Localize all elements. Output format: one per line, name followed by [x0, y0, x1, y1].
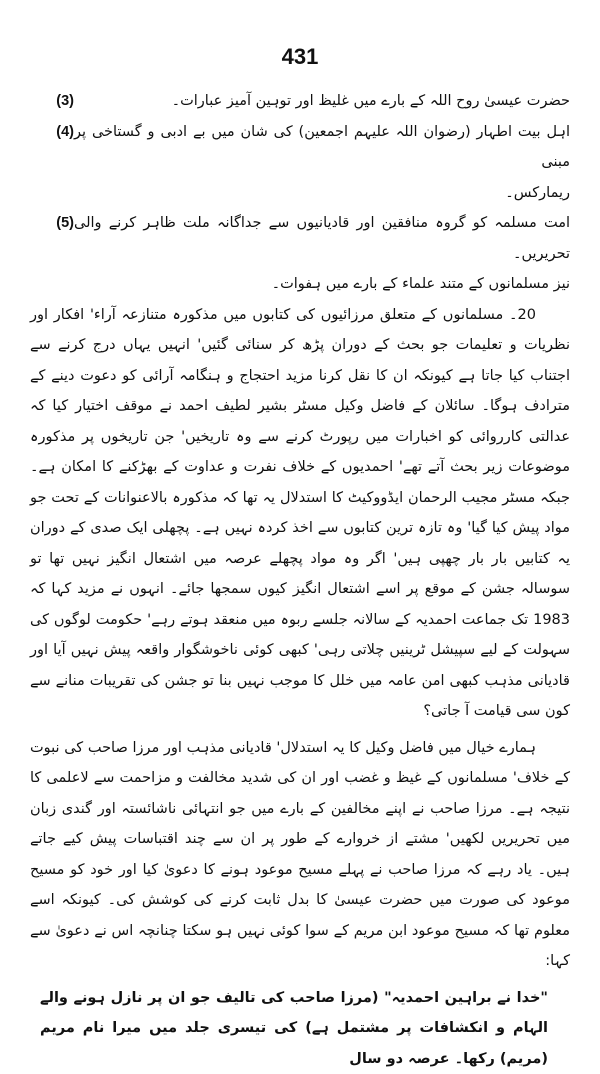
paragraph: 20۔ مسلمانوں کے متعلق مرزائیوں کی کتابوں میں مذکورہ متنازعہ آراء' افکار اور نظریات و تعلیمات جو بحث کے دوران پڑھ کر سنائی گئیں' انہیں یہاں درج کرنے سے اجتناب کیا جاتا ہے کیونکہ ان کا نقل کرنا مزید احتجاج و ہنگامہ آرائی کو دعوت دینے کے مترادف ہوگا۔ سائلان کے فاضل وکیل مسٹر بشیر لطیف احمد نے موقف اختیار کیا کہ عدالتی کارروائی کو اخبارات میں رپورٹ کرنے سے وہ تاریخیں' جن تاریخوں پر مذکورہ موضوعات زیر بحث آتے تھے' احمدیوں کے خلاف نفرت و عداوت کے بھڑکنے کا امکان ہے۔ جبکہ مسٹر مجیب الرحمان ایڈووکیٹ کا استدلال یہ تھا کہ مذکورہ بالاعنوانات کے تحت جو مواد پیش کیا گیا' وہ تازہ ترین کتابوں سے اخذ کردہ نہیں ہے۔ پچھلی ایک صدی کے دوران یہ کتابیں بار بار چھپی ہیں' اگر وہ مواد پچھلے عرصہ میں اشتعال انگیز نہیں تھا تو سوسالہ جشن کے موقع پر اسے اشتعال انگیز کیوں سمجھا جائے۔ انہوں نے مزید کہا کہ 1983 تک جماعت احمدیہ کے سالانہ جلسے ربوہ میں منعقد ہوتے رہے' حکومت لوگوں کی سہولت کے لیے سپیشل ٹرینیں چلاتی رہی' کبھی کوئی ناخوشگوار واقعہ پیش نہیں آیا اور قادیانی مذہب کبھی امن عامہ میں خلل کا موجب نہیں بنا تو جشن کی تقریبات منانے سے کون سی قیامت آ جاتی؟	[30, 300, 570, 727]
list-item-number: (3)	[30, 86, 74, 117]
page-number: 431	[0, 44, 600, 70]
list-item-number: (5)	[30, 208, 74, 239]
list-item-text	[74, 208, 570, 300]
list-item-number: (4)	[30, 117, 74, 148]
block-quote: "خدا نے براہین احمدیہ" (مرزا صاحب کی تالیف جو ان پر نازل ہونے والے الہام و انکشافات پر مشتمل ہے) کی تیسری جلد میں میرا نام مریم (مریم) رکھا۔ عرصہ دو سال	[40, 983, 548, 1074]
list-item	[30, 117, 570, 209]
list-item-line: ریمارکس۔	[74, 178, 570, 209]
list-item-line: امت مسلمہ کو گروہ منافقین اور قادیانیوں سے جداگانہ ملت ظاہر کرنے والی تحریریں۔	[74, 208, 570, 269]
list-item-line: نیز مسلمانوں کے متند علماء کے بارے میں ہفوات۔	[74, 269, 570, 300]
list-item-text	[74, 117, 570, 209]
list-item	[30, 208, 570, 300]
list-item-line: اہل بیت اطہار (رضوان اللہ علیہم اجمعین) کی شان میں بے ادبی و گستاخی پر مبنی	[74, 117, 570, 178]
list-item-text	[74, 86, 570, 117]
list-item-line: حضرت عیسیٰ روح اللہ کے بارے میں غلیظ اور توہین آمیز عبارات۔	[74, 86, 570, 117]
paragraph: ہمارے خیال میں فاضل وکیل کا یہ استدلال' قادیانی مذہب اور مرزا صاحب کی نبوت کے خلاف' مسلمانوں کے غیظ و غضب اور ان کی شدید مخالفت و مزاحمت سے لاعلمی کا نتیجہ ہے۔ مرزا صاحب نے اپنے مخالفین کے بارے میں جو انتہائی ناشائستہ اور گندی زبان میں تحریریں لکھیں' مشتے از خروارے کے طور پر ان سے چند اقتباسات پیش کیے جاتے ہیں۔ یاد رہے کہ مرزا صاحب نے پہلے مسیح موعود ہونے کا دعویٰ کیا اور خود کو مسیح موعود کی صورت میں حضرت عیسیٰ کا بدل ثابت کرنے کی کوشش کی۔ کیونکہ اسے معلوم تھا کہ مسیح موعود ابن مریم کے سوا کوئی نہیں ہو سکتا چنانچہ اس نے دعویٰ سے کہا:	[30, 733, 570, 977]
list-item	[30, 86, 570, 117]
page-body	[30, 86, 570, 1074]
